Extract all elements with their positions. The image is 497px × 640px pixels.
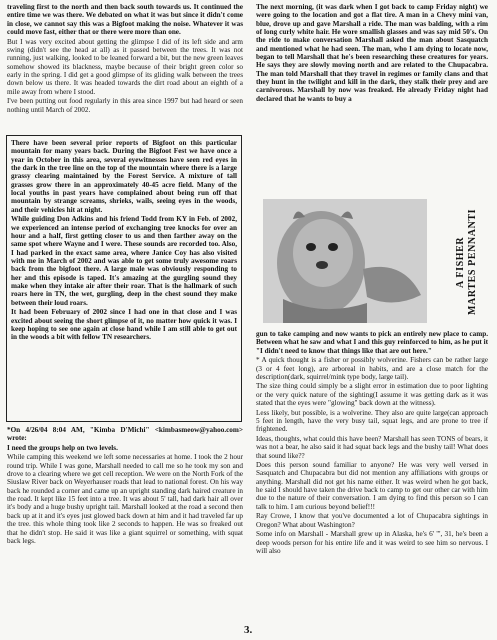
paragraph: Ray Crowe, I know that you've documented a lot of Chupacabra sightings in Oregon? What about Washington? <box>256 512 488 529</box>
paragraph: The size thing could simply be a slight error in estimation due to poor lighting or the very quick nature of the sighting(I assume it was getting dark as it was stated that the eyes were "glowing" back down at the witness). <box>256 382 488 408</box>
paragraph: The next morning, (it was dark when I got back to camp Friday night) we were going to the location and got a flat tire. A man in a Chevy mini van, blue, drove up and gave Marshall a ride. The man was balding, with a rim of long curly white hair. He wore smallish glasses and was say mid 50's. On the ride to make conversation Marshall asked the man about Sasquatch and mentioned what he had seen. The man, who I am dying to locate now, began to tell Marshall that he's been researching these creatures for years. He says they are slowly moving north and are related to the Chupacabra. The man told Marshall that they travel in regimes or family clans and that they hunt in the twilight and kill in the dark, they stalk their prey and are carnivorous. Marshall by now was freaked. He already Friday night had declared that he wants to buy a <box>256 3 488 103</box>
email-header: *On 4/26/04 8:04 AM, "Kimba D'Michi" <kimbasmeow@yahoo.com> wrote: <box>7 426 243 443</box>
paragraph: There have been several prior reports of Bigfoot on this particular mountain for many years back. During the Bigfoot Fest we have once a year in October in this area, several eyewitnesses have seen red eyes in the dark in the tree line on the top of the mountain where there is a large grassy clearing maintained by the Forest Service. A mixture of tall grasses grow there in an approximately 40-45 acre field. Many of the local youths in past years have complained about being run off that mountain by strange screams, shrieks, wails, seeing eyes in the woods, and their vehicles hit at night. <box>11 139 237 214</box>
paragraph: Ideas, thoughts, what could this have been? Marshall has seen TONS of bears, it was not a bear, he also said it had squat back legs and the bushy tail! What does that sound like?? <box>256 434 488 460</box>
caption-line: MARTES PENNANTI <box>467 208 478 316</box>
page-number: 3. <box>244 624 253 636</box>
paragraph: Does this person sound familiar to anyone? He was very well versed in Sasquatch and Chupacabra but did not mention any affiliations with groups or anything. Marshall did not get his name either. It was weird when he got back, he said I should have taken the drive back to camp to get our other car with him due to the nature of their conversation. I am dying to find this person so I can talk to him. I am curious beyond belief!!! <box>256 461 488 511</box>
paragraph: gun to take camping and now wants to pick an entirely new place to camp. Between what he saw and what I and this guy reinforced to him, as he put it "I didn't need to know that things like that are out here." <box>256 330 488 355</box>
paragraph: traveling first to the north and then back south towards us. It continued the entire time we was there. We debated on what it was but since it didn't come in close, we cannot say this was a Bigfoot making the noise. Whatever it was could move fast, either that or there were more than one. <box>7 3 243 37</box>
boxed-report <box>6 135 242 422</box>
left-column-bottom <box>7 426 243 545</box>
paragraph: But I was very excited about getting the glimpse I did of its left side and arm swing (didn't see the head at all) as it passed between the trees. It was not running, just walking, looked to be leaned forward a bit, but the new green leaves somehow showed its blackness, maybe because of their bright green color so early in the spring. I did get a good glimpse of its gliding walk between the trees down below us there. It was headed towards the dirt road about an eighth of a mile away from where I stood. <box>7 37 243 96</box>
paragraph: While camping this weekend we left some necessaries at home. I took the 2 hour round trip. While I was gone, Marshall needed to call me so he took my son and drove to a clearing where we get cell reception. We were on the North Fork of the Siuslaw River back on Weyerhauser roads that lead to national forest. On his way back he rounded a corner and came up an upright standing dark haired creature in the road. It kept like 15 feet into a tree. It was about 5' tall, had dark hair all over it's body and a huge bushy upright tail. Marshall looked at the road a second then back up at it and it's eyes just glowed back down at him and it had traveled far up the tree. this whole thing took like 2 seconds to happen. He was so freaked out that he didn't stop. He said it was like a giant squirrel or something, with squat back legs. <box>7 453 243 545</box>
right-column-bottom <box>256 330 488 555</box>
caption-line: A FISHER <box>455 236 466 288</box>
paragraph: Some info on Marshall - Marshall grew up in Alaska, he's 6' "', 31, he's been a deep woods person for his entire life and it was weird to see him so nervous. I will also <box>256 530 488 555</box>
left-column-top <box>7 3 243 114</box>
fisher-illustration <box>263 199 427 323</box>
right-column-top <box>256 3 488 103</box>
paragraph: I've been putting out food regularly in this area since 1997 but had heard or seen nothing until March of 2002. <box>7 97 243 114</box>
paragraph: It had been February of 2002 since I had one in that close and I was excited about seeing the short glimpse of it, no matter how quick it was. I keep hoping to see one again at close hand while I am still able to get out in the woods a bit with fellow TN researchers. <box>11 308 237 342</box>
paragraph: While guiding Don Adkins and his friend Todd from KY in Feb. of 2002, we experienced an intense period of exchanging tree knocks for over an hour and a half, first getting closer to us and then farther away on the same spot where Wayne and I were. These sounds are recorded too. Also, I had parked in the exact same area, where Janice Coy has also visited with me in March of 2002 and was able to get some truly awesome roars back from the bigfoot there. A large male was obviously responding to her and this episode is taped. It's amazing at the gurgling sound they make when they intake air after their roar. That is the hallmark of such roars here in TN, the wet, gurgling, deep in the chest sound they make between their loud roars. <box>11 215 237 307</box>
paragraph: * A quick thought is a fisher or possibly wolverine. Fishers can be rather large (3 or 4 feet long), are arboreal in habits, and are a close match for the description(dark, squirrel/mink type body, large tail). <box>256 356 488 381</box>
fisher-photo <box>263 199 427 323</box>
photo-caption <box>455 200 483 324</box>
paragraph: Less likely, but possible, is a wolverine. They also are quite large(can approach 5 feet in length, have the very busy tail, squat legs, and are prone to tree if frightened. <box>256 408 488 434</box>
paragraph: I need the groups help on two levels. <box>7 443 118 452</box>
